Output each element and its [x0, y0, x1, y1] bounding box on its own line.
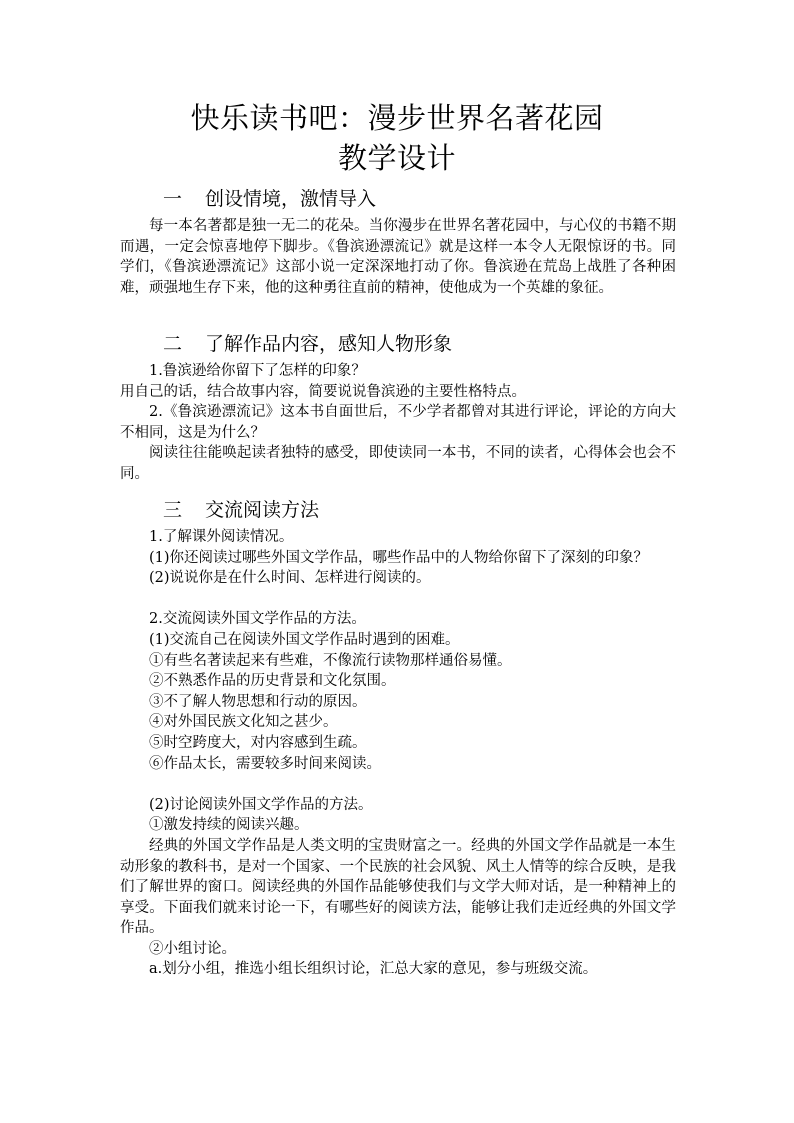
- section-1-number: 一: [163, 188, 183, 210]
- paragraph: ②小组讨论。: [149, 940, 236, 957]
- section-2-number: 二: [163, 333, 183, 355]
- section-3-number: 三: [163, 499, 183, 521]
- paragraph: a.划分小组，推选小组长组织讨论，汇总大家的意见，参与班级交流。: [149, 961, 598, 978]
- section-2-heading: [163, 331, 452, 357]
- paragraph: (2)讨论阅读外国文学作品的方法。: [149, 796, 373, 813]
- paragraph: 每一本名著都是独一无二的花朵。当你漫步在世界名著花园中，与心仪的书籍不期而遇，一定会惊喜地停下脚步。《鲁滨逊漂流记》就是这样一本令人无限惊讶的书。同学们，《鲁滨逊漂流记》这部小说一定深深地打动了你。鲁滨逊在荒岛上战胜了各种困难，顽强地生存下来，他的这种勇往直前的精神，使他成为一个英雄的象征。: [120, 218, 676, 296]
- page-subtitle: 教学设计: [337, 141, 456, 175]
- paragraph: (1)交流自己在阅读外国文学作品时遇到的困难。: [149, 631, 460, 648]
- section-3-body: [120, 527, 676, 980]
- section-1-title: 创设情境，激情导入: [205, 188, 377, 210]
- list-item: ③不了解人物思想和行动的原因。: [149, 693, 367, 710]
- section-2-body: [120, 361, 676, 485]
- paragraph: (1)你还阅读过哪些外国文学作品，哪些作品中的人物给你留下了深刻的印象？: [149, 549, 649, 566]
- paragraph: 2.《鲁滨逊漂流记》这本书自面世后，不少学者都曾对其进行评论，评论的方向大不相同，这是为什么？: [120, 404, 676, 441]
- paragraph: 阅读往往能唤起读者独特的感受，即使读同一本书，不同的读者，心得体会也会不同。: [120, 445, 676, 482]
- section-2-title: 了解作品内容，感知人物形象: [205, 333, 453, 355]
- list-item: ④对外国民族文化知之甚少。: [149, 714, 338, 731]
- list-item: ⑥作品太长，需要较多时间来阅读。: [149, 755, 381, 772]
- section-1-body: [120, 216, 676, 298]
- paragraph: 1.鲁滨逊给你留下了怎样的印象？: [149, 363, 366, 379]
- page-title: 快乐读书吧：漫步世界名著花园: [190, 101, 604, 135]
- list-item: ⑤时空跨度大，对内容感到生疏。: [149, 734, 367, 751]
- section-1-heading: [163, 186, 376, 212]
- paragraph: ①激发持续的阅读兴趣。: [149, 817, 309, 834]
- paragraph: 用自己的话，结合故事内容，简要说说鲁滨逊的主要性格特点。: [120, 383, 526, 400]
- section-3-heading: [163, 497, 319, 523]
- list-item: ②不熟悉作品的历史背景和文化氛围。: [149, 673, 396, 690]
- list-item: ①有些名著读起来有些难，不像流行读物那样通俗易懂。: [149, 652, 512, 669]
- paragraph: 经典的外国文学作品是人类文明的宝贵财富之一。经典的外国文学作品就是一本生动形象的教科书，是对一个国家、一个民族的社会风貌、风土人情等的综合反映，是我们了解世界的窗口。阅读经典的外国作品能够使我们与文学大师对话，是一种精神上的享受。下面我们就来讨论一下，有哪些好的阅读方法，能够让我们走近经典的外国文学作品。: [120, 837, 676, 937]
- paragraph: 1.了解课外阅读情况。: [149, 529, 294, 545]
- section-3-title: 交流阅读方法: [205, 499, 320, 521]
- paragraph: 2.交流阅读外国文学作品的方法。: [149, 611, 366, 628]
- paragraph: (2)说说你是在什么时间、怎样进行阅读的。: [149, 570, 431, 587]
